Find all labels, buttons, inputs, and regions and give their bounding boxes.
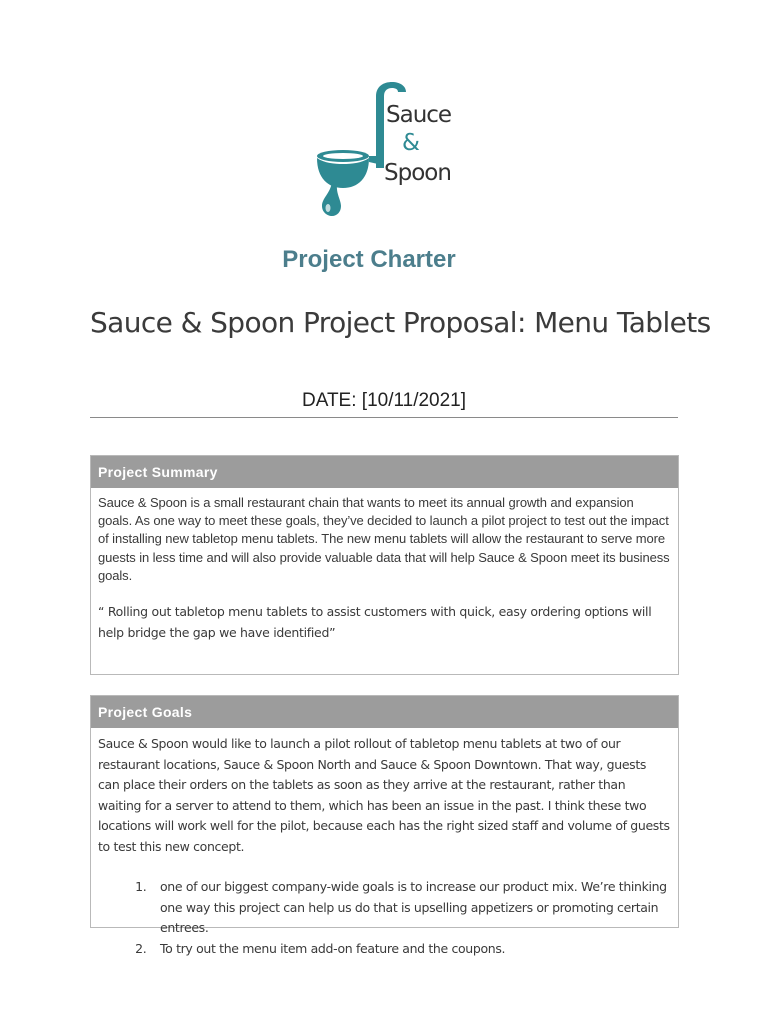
project-goals-paragraph: Sauce & Spoon would like to launch a pilot rollout of tabletop menu tablets at two of our restaurant locations, Sauce & Spoon North and Sauce & Spoon Downtown. That way, guests can place their orders on the tablets as soon as they arrive at the restaurant, rather than waiting for a server to attend to them, which has been an issue in the past. I think these two locations will work well for the pilot, because each has the right sized staff and volume of guests to test this new concept.	[98, 736, 670, 854]
goal-list-item: 1. one of our biggest company-wide goals is to increase our product mix. We’re thinking one way this project can help us do that is upselling appetizers or promoting certain entrees.	[150, 877, 671, 939]
project-goals-section	[90, 695, 679, 956]
project-summary-paragraph: Sauce & Spoon is a small restaurant chain that wants to meet its annual growth and expansion goals. As one way to meet these goals, they’ve decided to launch a pilot project to test out the impact of installing new tabletop menu tablets. The new menu tablets will allow the restaurant to serve more guests in less time and will also provide valuable data that will help Sauce & Spoon meet its business goals.	[98, 495, 670, 583]
sauce-and-spoon-logo	[310, 78, 460, 220]
project-summary-section	[90, 455, 679, 675]
document-title: Sauce & Spoon Project Proposal: Menu Tablets	[90, 306, 711, 339]
project-goals-list	[98, 877, 671, 959]
project-summary-quote: “ Rolling out tabletop menu tablets to assist customers with quick, easy ordering options will help bridge the gap we have identified”	[98, 604, 652, 641]
document-date: DATE: [10/11/2021]	[90, 390, 678, 418]
logo-word-sauce: Sauce	[386, 102, 452, 128]
goal-list-item: 2. To try out the menu item add-on feature and the coupons.	[150, 939, 671, 960]
ladle-bowl	[317, 158, 369, 188]
logo-word-ampersand: &	[402, 130, 420, 156]
project-summary-heading: Project Summary	[91, 456, 678, 488]
project-summary-body	[91, 488, 678, 643]
document-subtitle: Project Charter	[282, 246, 456, 273]
project-goals-heading: Project Goals	[91, 696, 678, 728]
logo-word-spoon: Spoon	[384, 160, 451, 186]
project-goals-body	[91, 728, 678, 959]
ladle-logo-graphic	[310, 78, 460, 220]
